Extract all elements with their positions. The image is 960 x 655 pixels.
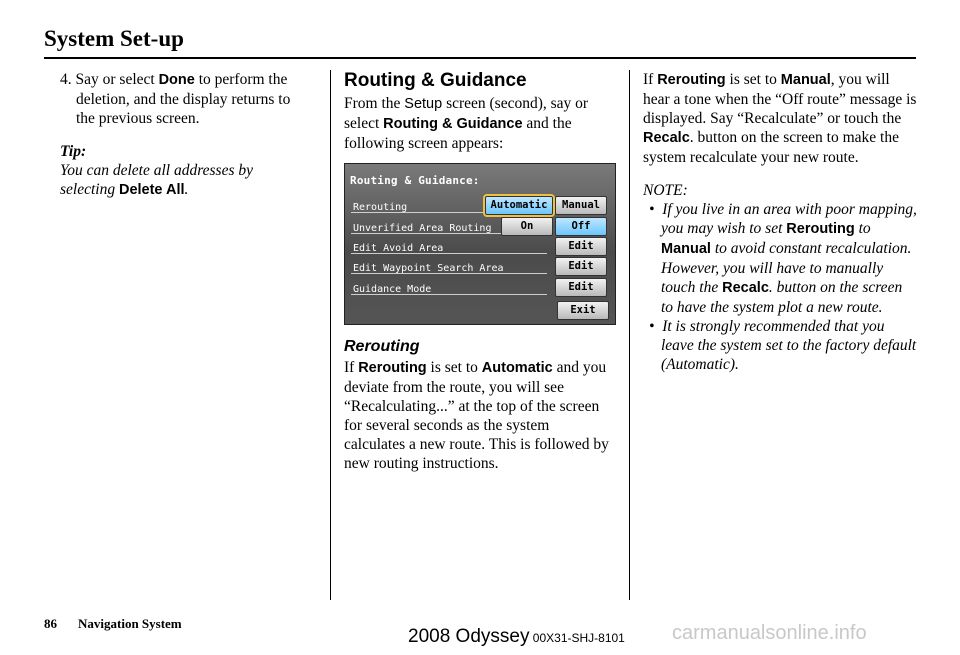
note-bullet-1: • If you live in an area with poor mapping, you may wish to set Rerouting to Manual to avoid constant recalculation. However, you will have to manually touch the Recalc. button on the screen to have the system plot a new route. — [649, 201, 917, 316]
column-2 — [344, 70, 614, 473]
note-heading: NOTE: — [643, 182, 688, 199]
intro-paragraph: From the Setup screen (second), say or select Routing & Guidance and the following screen appears: — [344, 95, 589, 152]
manual-paragraph: If Rerouting is set to Manual, you will hear a tone when the “Off route” message is displayed. Say “Recalculate” or touch the Recalc. button on the screen to make the system recalculate your new route. — [643, 71, 917, 166]
tip-heading: Tip: — [60, 143, 87, 160]
done-key: Done — [158, 72, 195, 88]
footer-code: 00X31-SHJ-8101 — [529, 631, 625, 645]
automatic-button[interactable]: Automatic — [485, 196, 553, 215]
recalc-key: Recalc — [643, 130, 690, 146]
on-button[interactable]: On — [501, 217, 553, 236]
subsection-title: Rerouting — [344, 338, 420, 355]
tip-body: You can delete all addresses by selecting Delete All. — [60, 162, 254, 198]
section-title: Routing & Guidance — [344, 70, 527, 91]
column-divider-2 — [629, 70, 630, 600]
automatic-key: Automatic — [481, 360, 553, 376]
exit-button[interactable]: Exit — [557, 301, 609, 320]
screen-row-avoid-area: Edit Avoid Area — [351, 239, 547, 254]
column-1 — [60, 70, 310, 200]
note-bullet-2: • It is strongly recommended that you leave the system set to the factory default (Automatic). — [649, 318, 917, 373]
manual-key-2: Manual — [661, 241, 711, 257]
rerouting-paragraph: If Rerouting is set to Automatic and you deviate from the route, you will see “Recalculating...” at the top of the screen for several seconds as the system calculates a new route. This is followed by new routing instructions. — [344, 359, 609, 472]
screen-title: Routing & Guidance: — [350, 174, 480, 187]
recalc-key-2: Recalc — [722, 280, 769, 296]
off-button[interactable]: Off — [555, 217, 607, 236]
watermark: carmanualsonline.info — [672, 622, 867, 644]
column-3 — [643, 70, 918, 374]
edit-waypoint-button[interactable]: Edit — [555, 257, 607, 276]
screen-row-rerouting: Rerouting — [351, 198, 547, 213]
rerouting-key-2: Rerouting — [657, 72, 726, 88]
rerouting-key-3: Rerouting — [786, 221, 855, 237]
footer-section: Navigation System — [78, 616, 182, 631]
nav-screen — [344, 163, 616, 325]
screen-row-guidance-mode: Guidance Mode — [351, 280, 547, 295]
page-title: System Set-up — [44, 26, 184, 51]
routing-guidance-key: Routing & Guidance — [383, 116, 523, 132]
step-4: 4. Say or select Done to perform the deletion, and the display returns to the previous screen. — [60, 71, 291, 127]
column-divider-1 — [330, 70, 331, 600]
manual-key: Manual — [780, 72, 831, 88]
manual-button[interactable]: Manual — [555, 196, 607, 215]
page-number: 86 — [44, 616, 57, 631]
rerouting-key: Rerouting — [358, 360, 427, 376]
edit-guidance-mode-button[interactable]: Edit — [555, 278, 607, 297]
footer-model: 2008 Odyssey 00X31-SHJ-8101 — [408, 626, 625, 647]
edit-avoid-area-button[interactable]: Edit — [555, 237, 607, 256]
setup-key: Setup — [404, 96, 443, 112]
screen-row-unverified: Unverified Area Routing — [351, 219, 547, 234]
screen-row-waypoint: Edit Waypoint Search Area — [351, 259, 547, 274]
delete-all-key: Delete All — [118, 182, 185, 198]
header-rule — [44, 57, 916, 59]
